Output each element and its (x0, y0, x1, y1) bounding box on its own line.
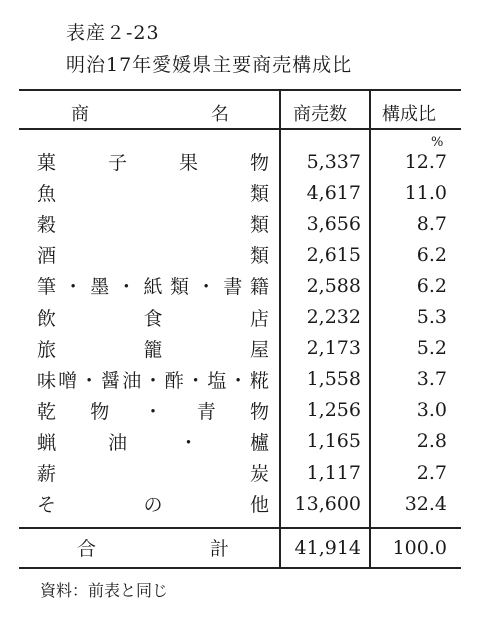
item-name-char: 計 (209, 538, 229, 560)
table-row (19, 457, 461, 488)
item-name-char: 旅 (37, 338, 57, 361)
table-row (19, 395, 461, 426)
item-name-char: そ (37, 494, 57, 517)
header-item-char-2: 名 (211, 104, 229, 125)
item-name-char: ・ (143, 369, 163, 392)
item-name-char: 類 (170, 276, 190, 299)
item-name-char: 果 (178, 152, 198, 174)
item-name (37, 364, 269, 395)
item-name-char: ・ (186, 369, 206, 392)
item-name-char: 物 (90, 400, 110, 423)
item-name-char: 乾 (37, 400, 57, 423)
table-bottom-rule (19, 567, 461, 569)
item-name-char: 酒 (37, 245, 57, 268)
item-name-char: 油 (107, 431, 127, 454)
item-name-char: 類 (249, 245, 269, 268)
table-row (19, 364, 461, 395)
item-name (37, 488, 269, 519)
header-count: 商売数 (293, 104, 347, 125)
table-row (19, 333, 461, 364)
item-name-char: 酢 (164, 369, 184, 392)
item-name-char: 炭 (249, 463, 269, 485)
item-name-char: の (143, 494, 163, 517)
total-count: 41,914 (294, 536, 361, 559)
percent-unit: % (431, 135, 444, 150)
item-name-char: 油 (122, 369, 142, 392)
shop-count: 2,588 (306, 274, 361, 297)
share-ratio: 11.0 (404, 181, 447, 204)
item-name (37, 239, 269, 270)
shop-count: 13,600 (294, 492, 361, 515)
item-name-char: 筆 (37, 276, 57, 299)
item-name-char: 魚 (37, 183, 57, 206)
table-row (19, 426, 461, 457)
share-ratio: 3.0 (416, 399, 447, 422)
share-ratio: 32.4 (404, 492, 447, 515)
item-name-char: ・ (178, 431, 198, 454)
shop-count: 1,117 (306, 461, 361, 484)
table-row (19, 302, 461, 333)
share-ratio: 2.8 (416, 430, 447, 453)
table-top-rule (19, 89, 461, 91)
item-name-char: 穀 (37, 214, 57, 237)
item-name-char: 糀 (249, 369, 269, 392)
item-name-char: 屋 (249, 338, 269, 361)
item-name-char: 店 (249, 307, 269, 330)
item-name-char: 蝋 (37, 431, 57, 454)
item-name-char: 櫨 (249, 431, 269, 454)
table-row (19, 488, 461, 519)
share-ratio: 12.7 (404, 150, 447, 173)
item-name-char: 物 (249, 152, 269, 174)
header-rule (19, 128, 461, 130)
item-name (37, 426, 269, 457)
table-row (19, 239, 461, 270)
shop-count: 5,337 (306, 150, 361, 173)
item-name-char: 他 (249, 494, 269, 517)
item-name (37, 270, 269, 301)
total-label (77, 532, 229, 563)
shop-count: 1,165 (306, 430, 361, 453)
shop-count: 3,656 (306, 212, 361, 235)
table-title: 明治17年愛媛県主要商売構成比 (66, 54, 353, 76)
item-name (37, 333, 269, 364)
item-name-char: 物 (249, 400, 269, 423)
share-ratio: 8.7 (416, 212, 447, 235)
item-name-char: 書 (223, 276, 243, 299)
item-name-char: 籍 (249, 276, 269, 299)
share-ratio: 6.2 (416, 243, 447, 266)
item-name (37, 395, 269, 426)
item-name-char: 噌 (58, 369, 78, 392)
item-name-char: ・ (143, 400, 163, 423)
source-note: 資料：前表と同じ (40, 581, 169, 600)
item-name-char: ・ (228, 369, 248, 392)
share-ratio: 6.2 (416, 274, 447, 297)
item-name-char: 飲 (37, 307, 57, 330)
item-name-char: 食 (143, 307, 163, 330)
item-name-char: 菓 (37, 152, 57, 174)
item-name-char: ・ (63, 276, 83, 299)
header-ratio: 構成比 (382, 104, 436, 125)
share-ratio: 2.7 (416, 461, 447, 484)
shop-count: 2,173 (306, 337, 361, 360)
item-name-char: 塩 (207, 369, 227, 392)
item-name (37, 146, 269, 177)
total-ratio: 100.0 (392, 536, 447, 559)
item-name-char: 醤 (100, 369, 120, 392)
shop-count: 2,615 (306, 243, 361, 266)
item-name-char: 薪 (37, 463, 57, 485)
item-name-char: 合 (77, 538, 97, 560)
data-table (19, 89, 461, 569)
item-name-char: ・ (116, 276, 136, 299)
table-label: 表産２-23 (66, 22, 160, 44)
share-ratio: 5.3 (416, 306, 447, 328)
item-name-char: 墨 (90, 276, 110, 299)
item-name (37, 302, 269, 333)
item-name-char: 籠 (143, 338, 163, 361)
shop-count: 1,256 (306, 399, 361, 422)
table-row (19, 146, 461, 177)
shop-count: 1,558 (306, 368, 361, 391)
item-name (37, 457, 269, 488)
item-name-char: 類 (249, 183, 269, 206)
item-name-char: ・ (79, 369, 99, 392)
item-name-char: 類 (249, 214, 269, 237)
shop-count: 4,617 (306, 181, 361, 204)
table-row (19, 177, 461, 208)
total-rule (19, 527, 461, 529)
shop-count: 2,232 (306, 306, 361, 328)
table-row (19, 208, 461, 239)
total-row (19, 532, 461, 563)
item-name (37, 177, 269, 208)
share-ratio: 5.2 (416, 337, 447, 360)
header-item-char-1: 商 (71, 104, 89, 125)
item-name-char: 青 (196, 400, 216, 423)
table-row (19, 270, 461, 301)
item-name-char: 紙 (143, 276, 163, 299)
item-name-char: ・ (196, 276, 216, 299)
item-name-char: 味 (37, 369, 57, 392)
item-name (37, 208, 269, 239)
item-name-char: 子 (107, 152, 127, 174)
share-ratio: 3.7 (416, 368, 447, 391)
